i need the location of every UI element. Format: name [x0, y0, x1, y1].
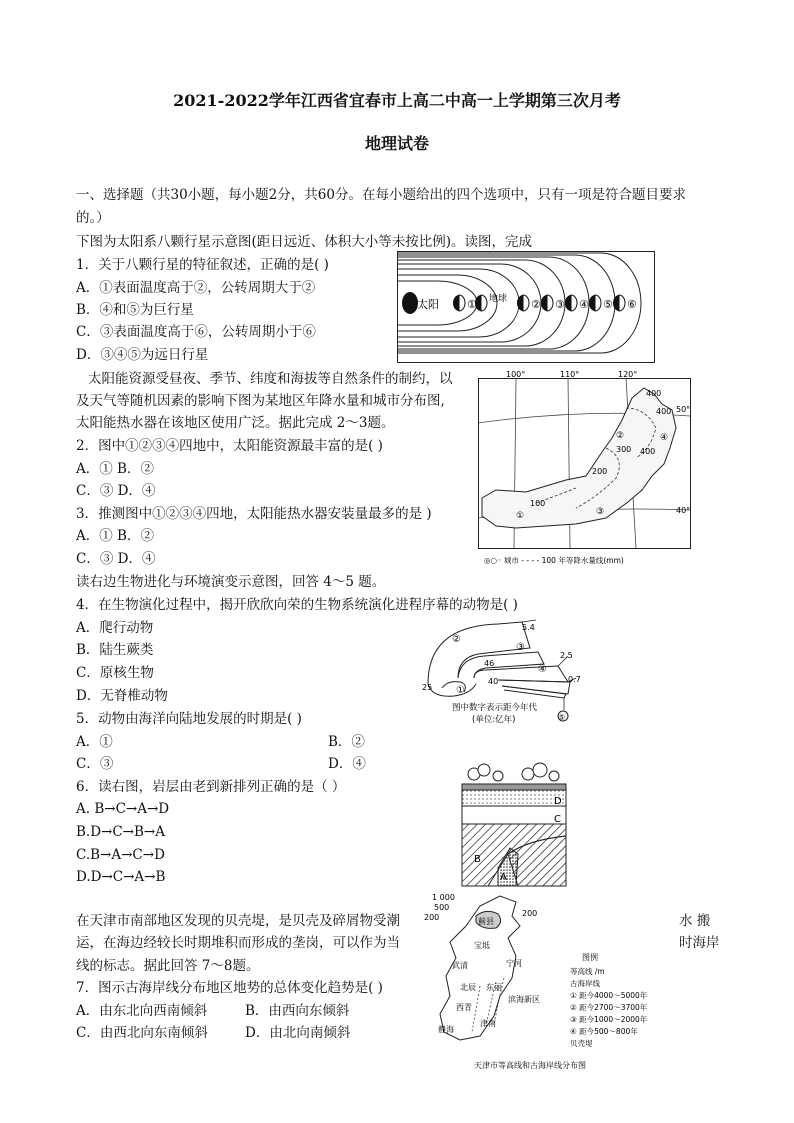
- q1-option-d: D．③④⑤为远日行星: [76, 347, 209, 363]
- place-wuqing: 武清: [452, 961, 468, 970]
- planets-intro: 下图为太阳系八颗行星示意图(距日远近、体积大小等未按比例)。读图，完成: [76, 234, 533, 250]
- val-40: 40: [488, 677, 499, 686]
- place-binhai: 滨海新区: [508, 995, 540, 1004]
- place-xiqing: 西青: [456, 1003, 472, 1012]
- bio-caption-1: 图中数字表示距今年代: [452, 703, 538, 713]
- precipitation-map: [476, 368, 694, 568]
- legend-coastline: 古海岸线: [570, 979, 600, 988]
- q6-option-b: B.D→C→B→A: [76, 824, 165, 840]
- legend-item-3: ③ 距今1000～2000年: [570, 1015, 648, 1024]
- val-25: 25: [422, 683, 433, 692]
- earth-label: 地球: [489, 294, 508, 304]
- era-5: ⑤: [558, 713, 566, 722]
- tianjin-map: [420, 886, 676, 1076]
- place-dongli: 东丽: [486, 983, 502, 992]
- question-4: 4．在生物演化过程中，揭开欣欣向荣的生物系统演化进程序幕的动物是( ): [76, 597, 518, 613]
- question-1: 1．关于八颗行星的特征叙述，正确的是( ): [76, 257, 329, 273]
- map-legend: ◎○◦ 城市 - - - - 100 年等降水量线(mm): [484, 556, 624, 565]
- val-0-7: 0.7: [568, 675, 581, 684]
- planet-label-6: ⑥: [627, 298, 637, 311]
- era-1: ①: [456, 685, 465, 696]
- q4-option-d: D．无脊椎动物: [76, 688, 168, 704]
- tianjin-para-1-right: 水 搬: [679, 913, 711, 929]
- q7-option-c: C．由西北向东南倾斜: [76, 1025, 208, 1041]
- lon-110: 110°: [560, 370, 580, 379]
- lon-120: 120°: [618, 370, 638, 379]
- q4-option-c: C．原核生物: [76, 665, 154, 681]
- page-subtitle: 地理试卷: [364, 134, 429, 153]
- sun-icon: [402, 292, 418, 314]
- solar-para-2: 及天气等随机因素的影响下图为某地区年降水量和城市分布图,: [76, 393, 445, 409]
- site-4: ④: [660, 433, 669, 443]
- place-jinnan: 津南: [480, 1019, 496, 1028]
- tianjin-para-3: 线的标志。据此回答 7～8题。: [76, 958, 260, 974]
- q2-options-cd: C．③ D．④: [76, 483, 156, 499]
- elev-1000: 1 000: [432, 893, 455, 902]
- q1-option-a: A．①表面温度高于②，公转周期大于②: [76, 280, 316, 296]
- iso-400-b: 400: [656, 407, 672, 416]
- question-6: 6．读右图，岩层由老到新排列正确的是（ ）: [76, 779, 346, 795]
- place-baodi: 宝坻: [474, 941, 490, 950]
- elev-200-b: 200: [522, 909, 538, 918]
- iso-200: 200: [592, 467, 608, 476]
- planet-label-5: ⑤: [603, 298, 613, 311]
- iso-400-c: 400: [640, 447, 656, 456]
- site-3: ③: [596, 507, 605, 517]
- tianjin-para-1: 在天津市南部地区发现的贝壳堤，是贝壳及碎屑物受潮: [76, 913, 400, 929]
- tianjin-caption: 天津市等高线和古海岸线分布图: [474, 1061, 586, 1070]
- q7-option-b: B．由西向东倾斜: [245, 1003, 350, 1019]
- era-3: ③: [516, 642, 525, 653]
- lat-50: 50°: [676, 405, 691, 414]
- q5-option-a: A．①: [76, 734, 113, 750]
- planet-label-2: ②: [531, 298, 541, 311]
- q6-option-c: C.B→A→C→D: [76, 847, 165, 863]
- place-ninghe: 宁河: [506, 959, 522, 968]
- planet-label-3: ③: [555, 298, 565, 311]
- solar-para-3: 太阳能热水器在该地区使用广泛。据此完成 2～3题。: [76, 415, 395, 431]
- val-46: 46: [484, 659, 495, 668]
- question-5: 5．动物由海洋向陆地发展的时期是( ): [76, 711, 302, 727]
- iso-100: 100: [530, 499, 546, 508]
- question-3: 3．推测图中①②③④四地，太阳能热水器安装量最多的是 ): [76, 506, 432, 522]
- elev-200-a: 200: [424, 913, 440, 922]
- q4-option-a: A．爬行动物: [76, 620, 154, 636]
- legend-item-1: ① 距今4000～5000年: [570, 991, 648, 1000]
- solar-para-1: 太阳能资源受昼夜、季节、纬度和海拔等自然条件的制约，以: [88, 371, 453, 387]
- bio-caption-2: (单位:亿年): [472, 715, 516, 725]
- bio-intro: 读右边生物进化与环境演变示意图，回答 4～5 题。: [76, 574, 386, 590]
- q3-options-cd: C．③ D．④: [76, 551, 156, 567]
- iso-300: 300: [616, 445, 632, 454]
- section-heading-cont: 的。）: [76, 210, 110, 226]
- sun-label: 太阳: [417, 298, 439, 311]
- evolution-figure: [418, 618, 590, 738]
- q5-option-c: C．③: [76, 756, 114, 772]
- site-1: ①: [516, 511, 525, 521]
- q7-option-a: A．由东北向西南倾斜: [76, 1003, 208, 1019]
- question-2: 2．图中①②③④四地中，太阳能资源最丰富的是( ): [76, 438, 383, 454]
- section-heading: 一、选择题（共30小题，每小题2分，共60分。在每小题给出的四个选项中，只有一项是符合题目要求: [76, 187, 686, 203]
- legend-title: 图例: [582, 953, 598, 962]
- q5-option-b: B．②: [328, 734, 365, 750]
- era-4: ④: [538, 664, 547, 675]
- place-beichen: 北辰: [460, 983, 476, 992]
- tree-icons: [468, 763, 559, 781]
- elev-500: 500: [434, 903, 450, 912]
- planet-label-4: ④: [579, 298, 589, 311]
- q1-option-c: C．③表面温度高于⑥，公转周期小于⑥: [76, 324, 316, 340]
- planet-label-1: ①: [467, 298, 477, 311]
- site-2: ②: [616, 431, 625, 441]
- legend-item-4: ④ 距今500～800年: [570, 1027, 638, 1036]
- place-jixian: 蓟县: [478, 917, 494, 926]
- q5-option-d: D．④: [328, 756, 366, 772]
- val-5-4: 5.4: [522, 623, 535, 632]
- layer-a: A: [500, 872, 507, 883]
- question-7: 7．图示古海岸线分布地区地势的总体变化趋势是( ): [76, 980, 383, 996]
- lat-40: 40°: [676, 506, 691, 515]
- solar-system-figure: [397, 251, 655, 363]
- q1-option-b: B．④和⑤为巨行星: [76, 302, 194, 318]
- q3-options-ab: A．① B．②: [76, 528, 154, 544]
- layer-d: D: [554, 796, 562, 807]
- val-2-5: 2.5: [560, 651, 573, 660]
- q2-options-ab: A．① B．②: [76, 461, 154, 477]
- layer-c: C: [554, 814, 561, 825]
- legend-shell-ridge: 贝壳堤: [570, 1039, 593, 1048]
- iso-400-a: 400: [646, 389, 662, 398]
- layer-b: B: [474, 854, 481, 865]
- lon-100: 100°: [506, 370, 526, 379]
- q6-option-d: D.D→C→A→B: [76, 869, 166, 885]
- place-jinghai: 静海: [438, 1025, 454, 1034]
- rock-strata-figure: [458, 758, 570, 888]
- q4-option-b: B．陆生蕨类: [76, 642, 154, 658]
- era-2: ②: [452, 634, 461, 645]
- tianjin-para-2: 运，在海边经较长时期堆积而形成的垄岗，可以作为当: [76, 935, 400, 951]
- tianjin-para-2-right: 时海岸: [679, 935, 720, 951]
- page-title: 2021-2022学年江西省宜春市上高二中高一上学期第三次月考: [173, 91, 621, 110]
- legend-contour: 等高线 /m: [570, 967, 605, 976]
- q6-option-a: A. B→C→A→D: [76, 801, 170, 817]
- q7-option-d: D．由北向南倾斜: [245, 1025, 351, 1041]
- legend-item-2: ② 距今2700～3700年: [570, 1003, 648, 1012]
